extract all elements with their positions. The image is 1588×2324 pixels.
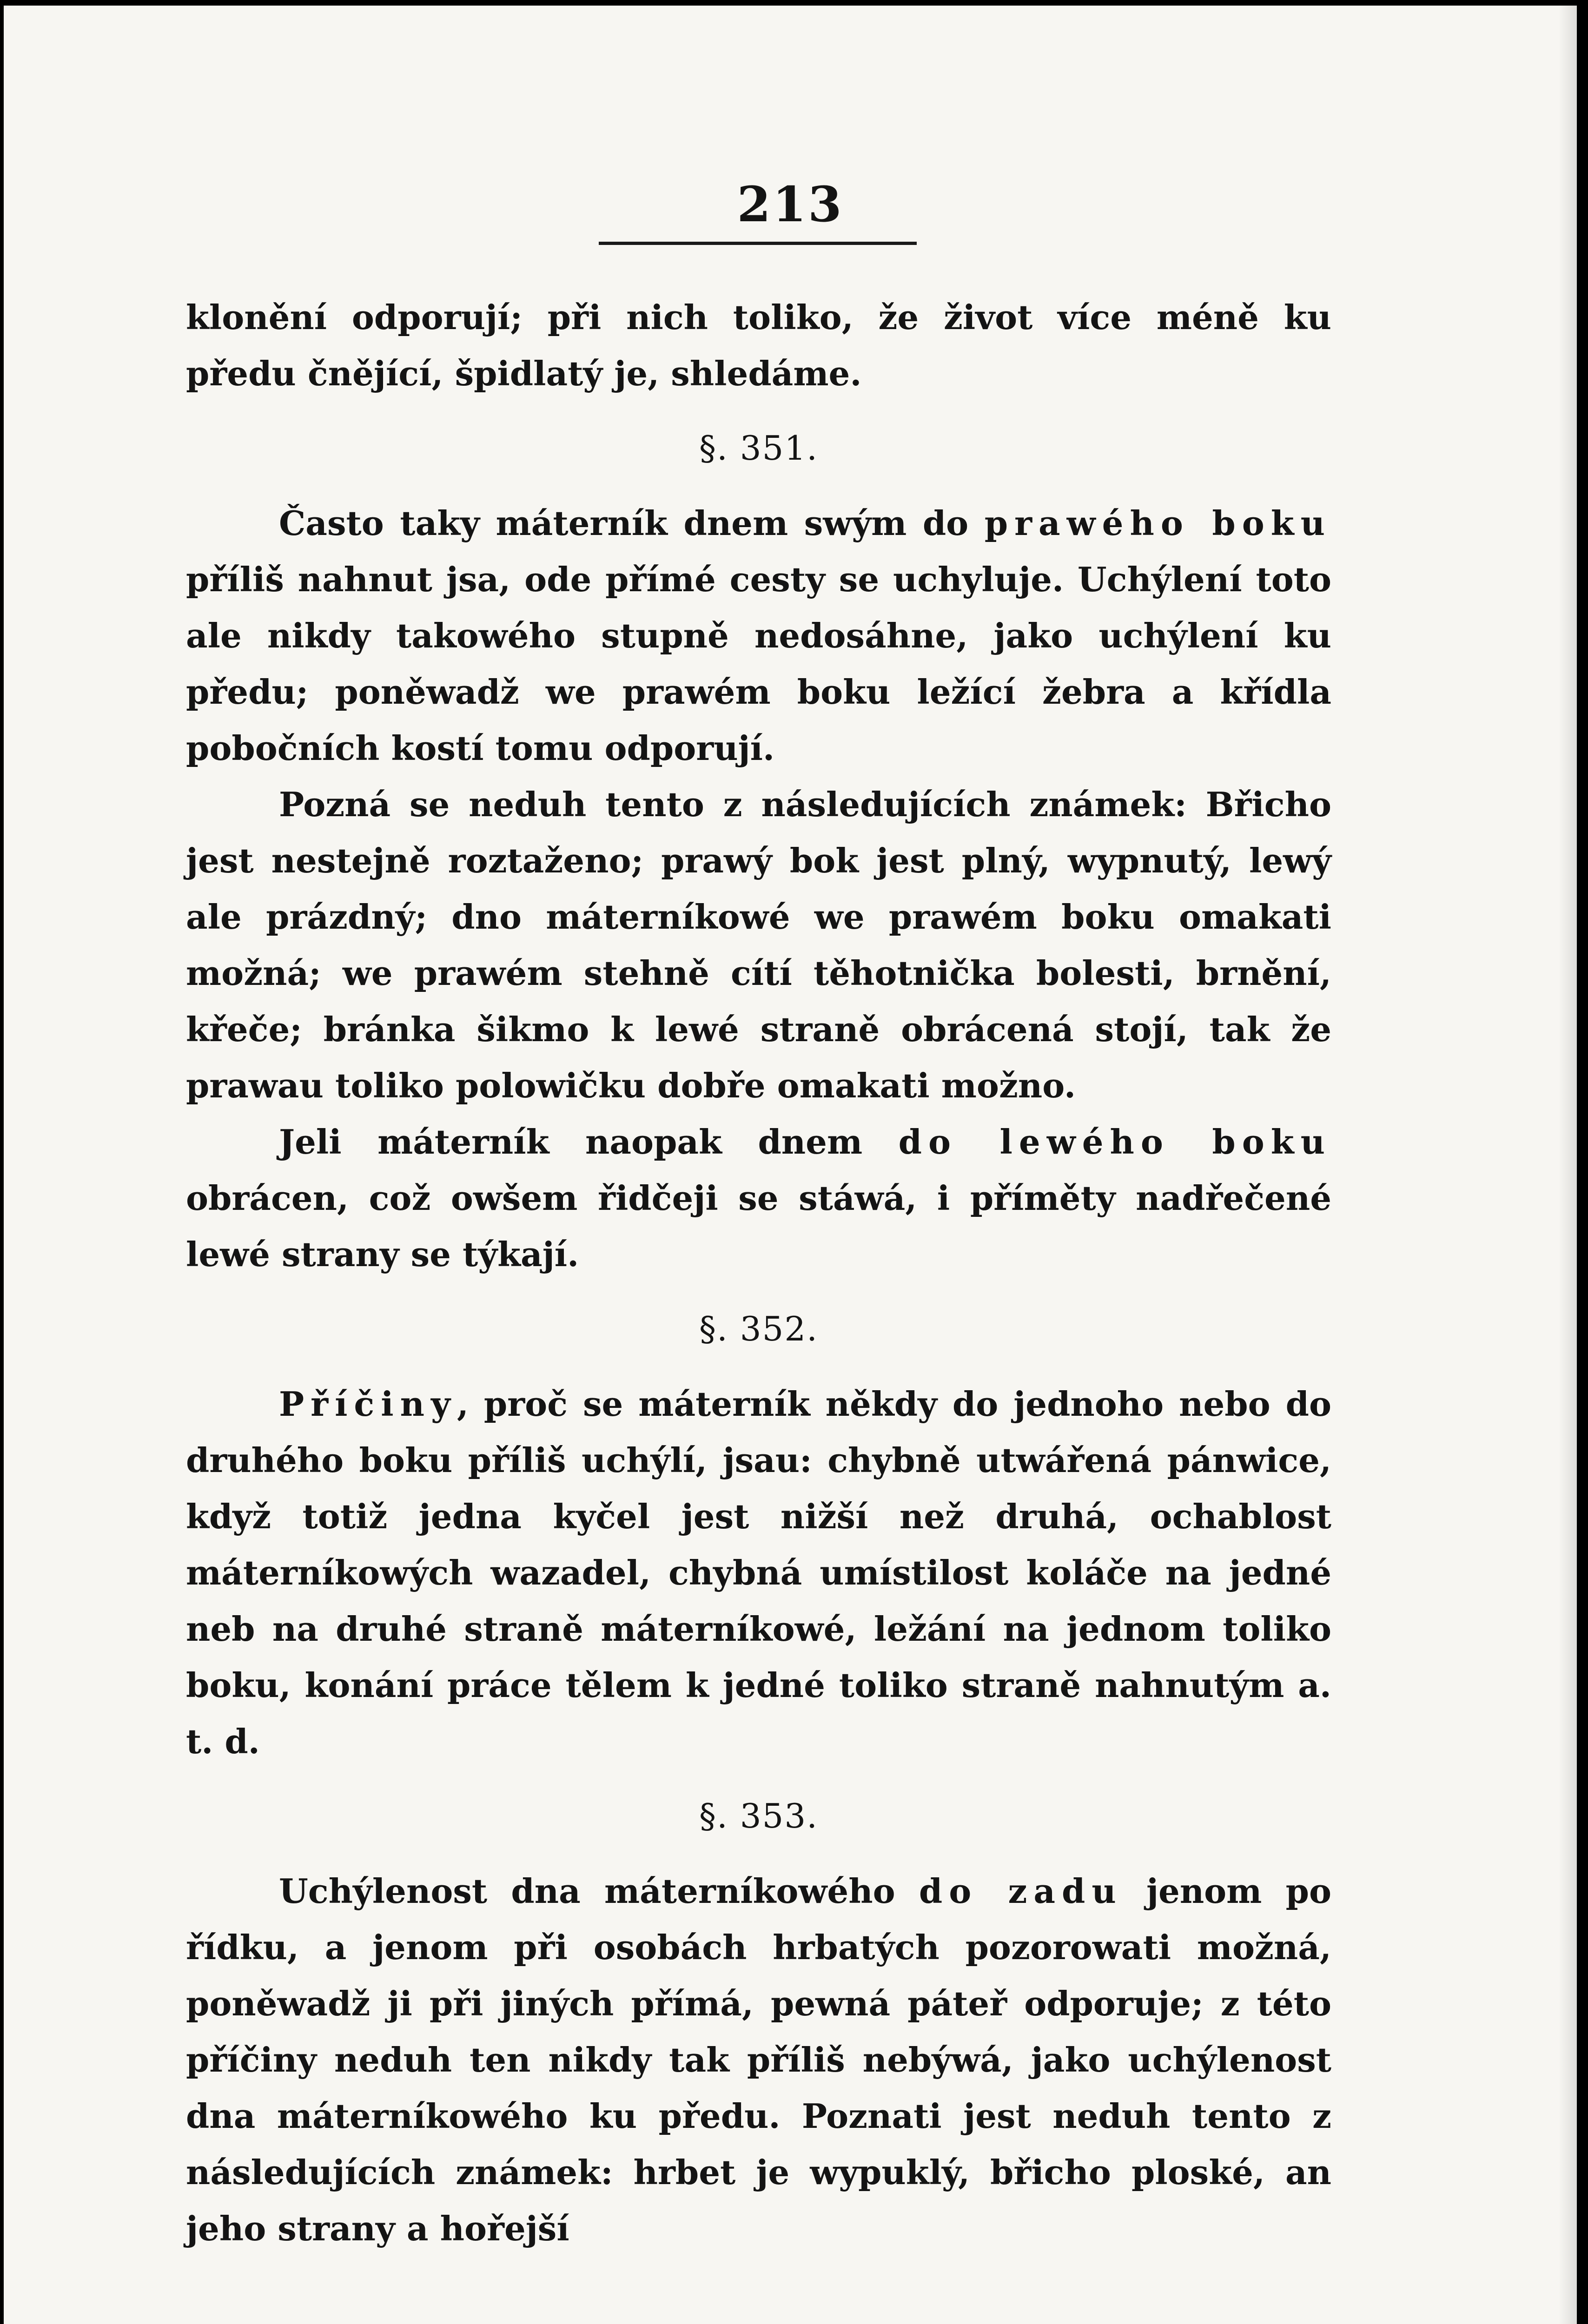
page-body xyxy=(186,289,1331,2257)
emphasis-text: do lewého boku xyxy=(898,1122,1331,1162)
emphasis-text: prawého boku xyxy=(984,503,1331,543)
book-page xyxy=(4,6,1577,2324)
emphasis-text: do zadu xyxy=(919,1871,1123,1911)
paragraph-351-1 xyxy=(186,495,1331,776)
emphasis-text: Příčiny xyxy=(279,1384,457,1424)
text-run: jenom po řídku, a jenom při osobách hrbatých pozorowati možná, poněwadž ji při jiných přímá, pewná páteř odporuje; z této příčiny neduh ten nikdy tak příliš nebýwá, jako uchýlenost dna máterníkowého ku předu. Poznati jest neduh tento z následujících známek: hrbet je wypuklý, břicho ploské, an jeho strany a hořejší xyxy=(186,1871,1331,2248)
paragraph-351-2: Pozná se neduh tento z následujících známek: Břicho jest nestejně roztaženo; prawý bok jest plný, wypnutý, lewý ale prázdný; dno máterníkowé we prawém boku omakati možná; we prawém stehně cítí těhotnička bolesti, brnění, křeče; bránka šikmo k lewé straně obrácená stojí, tak že prawau toliko polowičku dobře omakati možno. xyxy=(186,785,1331,1105)
page-number: 213 xyxy=(737,176,844,233)
text-run: Uchýlenost dna máterníkowého xyxy=(279,1871,919,1911)
section-heading-352: §. 352. xyxy=(699,1309,819,1348)
section-heading-351: §. 351. xyxy=(699,429,819,468)
paragraph-351-3 xyxy=(186,1114,1331,1282)
text-run: , proč se máterník někdy do jednoho nebo do druhého boku příliš uchýlí, jsau: chybně utwářená pánwice, když totiž jedna kyčel jest nižší než druhá, ochablost máterníkowých wazadel, chybná umístilost koláče na jedné neb na druhé straně máterníkowé, ležání na jednom toliko boku, konání práce tělem k jedné toliko straně nahnutým a. t. d. xyxy=(186,1384,1331,1761)
paragraph-continuation: klonění odporují; při nich toliko, že život více méně ku předu čnějící, špidlatý je, shledáme. xyxy=(186,297,1331,393)
text-run: Jeli máterník naopak dnem xyxy=(279,1122,899,1162)
header-rule xyxy=(599,242,917,245)
text-run: obrácen, což owšem řidčeji se stáwá, i příměty nadřečené lewé strany se týkají. xyxy=(186,1178,1331,1274)
text-run: Často taky máterník dnem swým do xyxy=(279,503,985,543)
section-heading-353: §. 353. xyxy=(699,1796,819,1835)
text-run: příliš nahnut jsa, ode přímé cesty se uchyluje. Uchýlení toto ale nikdy takowého stupně nedosáhne, jako uchýlení ku předu; poněwadž we prawém boku ležící žebra a křídla pobočních kostí tomu odporují. xyxy=(186,560,1331,768)
paragraph-353-1 xyxy=(186,1863,1331,2257)
paragraph-352-1 xyxy=(186,1376,1331,1769)
